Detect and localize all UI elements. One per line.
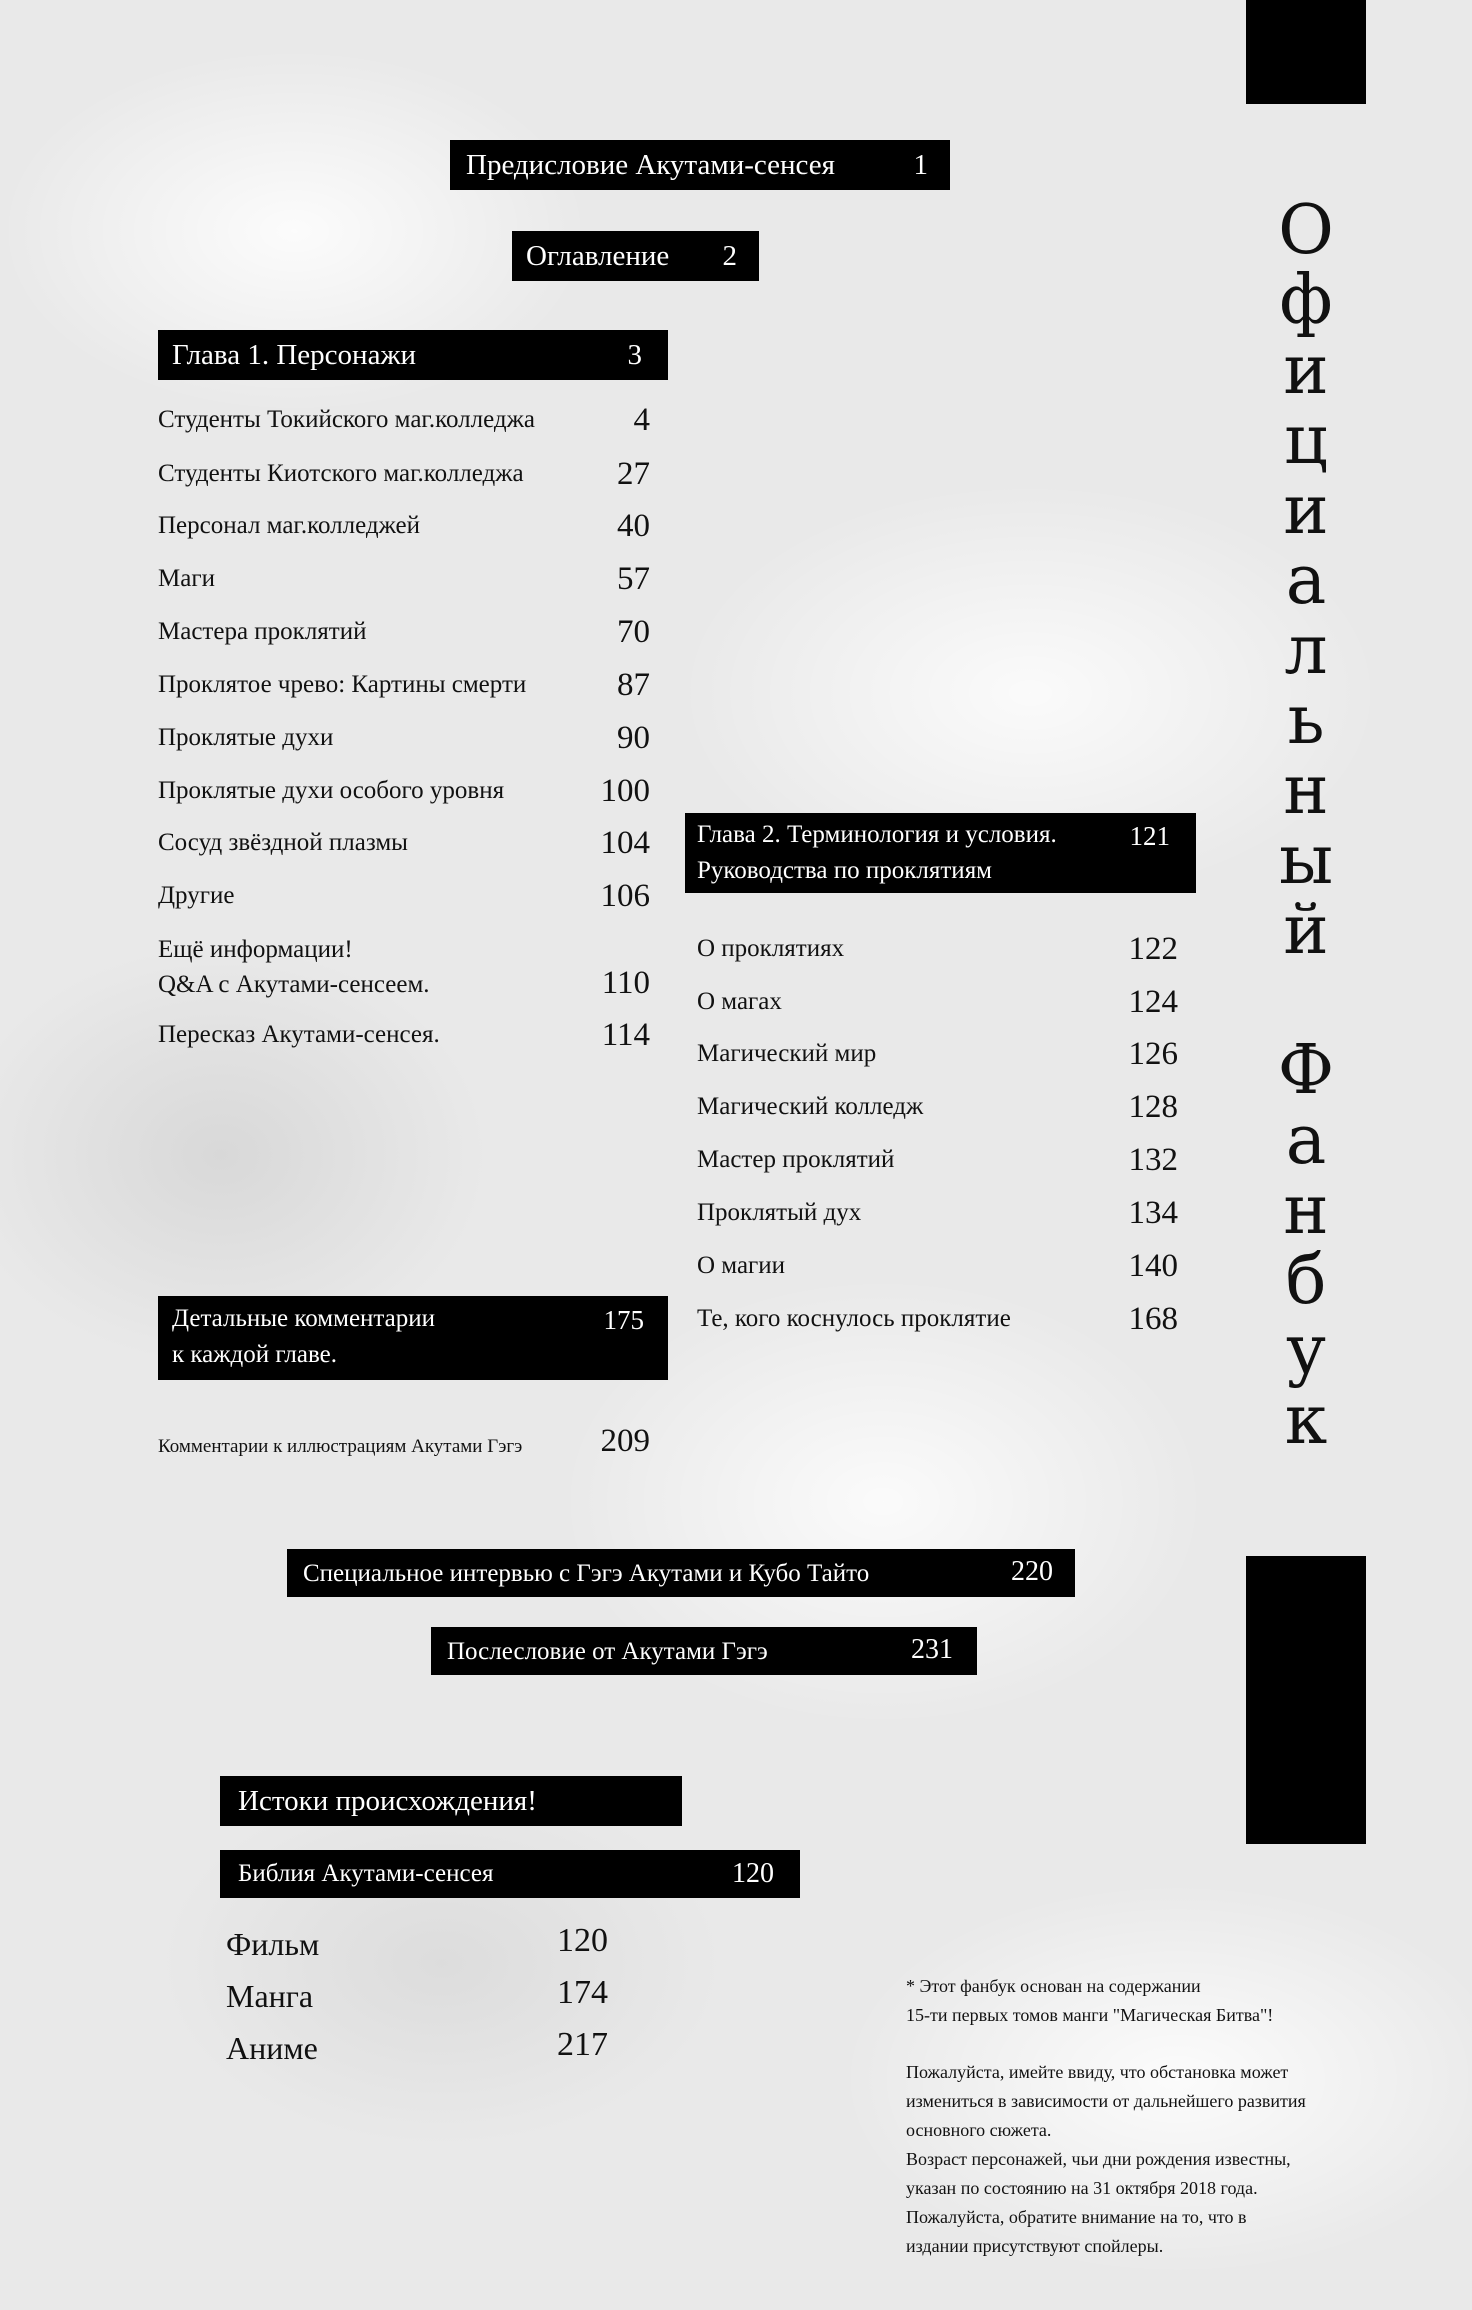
ch1-item[interactable]: Сосуд звёздной плазмы — [158, 829, 408, 856]
contents-label: Оглавление — [526, 240, 670, 272]
origins-item[interactable]: Аниме — [226, 2030, 318, 2066]
illustrations-entry[interactable]: Комментарии к иллюстрациям Акутами Гэгэ — [158, 1436, 523, 1457]
bible-label: Библия Акутами-сенсея — [238, 1860, 494, 1887]
foreword-entry[interactable] — [450, 140, 950, 190]
ch1-item-page: 4 — [633, 402, 650, 438]
commentary-label: Детальные комментарии — [172, 1305, 436, 1332]
ch1-item-page: 104 — [600, 825, 650, 861]
ch2-item[interactable]: О магах — [697, 988, 782, 1015]
ch1-item[interactable]: Ещё информации! — [158, 936, 353, 963]
contents-page: 2 — [722, 240, 737, 272]
chapter2-header[interactable] — [685, 813, 1196, 893]
ch1-item[interactable]: Студенты Киотского маг.колледжа — [158, 460, 524, 487]
note-source: * Этот фанбук основан на содержании 15-ти первых томов манги "Магическая Битва"! — [906, 1976, 1274, 2025]
chapter2-label: Глава 2. Терминология и условия. — [697, 821, 1057, 848]
ch1-item-line2: Q&A с Акутами-сенсеем. — [158, 971, 430, 998]
ch1-item[interactable]: Проклятые духи — [158, 724, 334, 751]
ch2-item[interactable]: Мастер проклятий — [697, 1146, 895, 1173]
ch1-item-page: 90 — [617, 720, 650, 756]
ch1-item[interactable]: Персонал маг.колледжей — [158, 512, 420, 539]
ch1-item-page: 100 — [600, 773, 650, 809]
ch1-item-page: 114 — [601, 1017, 650, 1053]
bottom-side-block — [1246, 1556, 1366, 1844]
afterword-entry[interactable] — [431, 1627, 977, 1675]
vertical-title: О ф и ц и а л ь н ы й Ф а н б у к — [1277, 191, 1335, 1460]
commentary-label-line2: к каждой главе. — [172, 1341, 337, 1368]
ch1-item-page: 110 — [601, 965, 650, 1001]
ch1-item-page: 87 — [617, 667, 650, 703]
ch2-item-page: 128 — [1128, 1089, 1178, 1125]
ch2-item-page: 122 — [1128, 931, 1178, 967]
ch2-item[interactable]: Магический мир — [697, 1040, 877, 1067]
bible-entry[interactable] — [220, 1850, 800, 1898]
ch2-item[interactable]: Проклятый дух — [697, 1199, 862, 1226]
commentary-entry[interactable] — [158, 1296, 668, 1380]
bible-page: 120 — [732, 1858, 774, 1889]
ch1-item[interactable]: Студенты Токийского маг.колледжа — [158, 406, 535, 433]
ch2-item[interactable]: О магии — [697, 1252, 786, 1279]
ch1-item[interactable]: Маги — [158, 565, 215, 592]
ch1-item-page: 40 — [617, 508, 650, 544]
ch1-item[interactable]: Другие — [158, 882, 235, 909]
commentary-page: 175 — [603, 1305, 644, 1335]
afterword-label: Послесловие от Акутами Гэгэ — [447, 1638, 768, 1665]
ch1-item-page: 57 — [617, 561, 650, 597]
ch2-item[interactable]: Магический колледж — [697, 1093, 924, 1120]
chapter1-header[interactable] — [158, 330, 668, 380]
origins-header[interactable] — [220, 1776, 682, 1826]
interview-entry[interactable] — [287, 1549, 1075, 1597]
chapter2-label-line2: Руководства по проклятиям — [697, 857, 993, 884]
foreword-page: 1 — [913, 149, 928, 181]
ch2-item-page: 132 — [1128, 1142, 1178, 1178]
ch2-item[interactable]: Те, кого коснулось проклятие — [697, 1305, 1011, 1332]
afterword-page: 231 — [911, 1634, 953, 1665]
origins-label: Истоки происхождения! — [238, 1785, 537, 1817]
contents-entry[interactable] — [512, 231, 759, 281]
ch2-item-page: 126 — [1128, 1036, 1178, 1072]
ch2-item[interactable]: О проклятиях — [697, 935, 845, 962]
top-side-block — [1246, 0, 1366, 104]
illustrations-page: 209 — [600, 1423, 650, 1459]
ch1-item[interactable]: Мастера проклятий — [158, 618, 367, 645]
ch1-item[interactable]: Проклятые духи особого уровня — [158, 777, 505, 804]
ch2-item-page: 134 — [1128, 1195, 1178, 1231]
chapter2-page: 121 — [1129, 821, 1170, 851]
foreword-label: Предисловие Акутами-сенсея — [466, 149, 835, 181]
ch1-item-page: 106 — [600, 878, 650, 914]
origins-item-page: 120 — [557, 1922, 608, 1959]
note-disclaimer: Пожалуйста, имейте ввиду, что обстановка может измениться в зависимости от дальнейшего развития основного сюжета. Возраст персонажей, чьи дни рождения известны, указан по состоянию на 31 октября 2018 года. Пожалуйста, обратите внимание на то, что в издании присутствуют спойлеры. — [906, 2062, 1306, 2256]
origins-item[interactable]: Фильм — [226, 1926, 320, 1962]
ch2-item-page: 124 — [1128, 984, 1178, 1020]
interview-page: 220 — [1011, 1556, 1053, 1587]
ch1-item-page: 27 — [617, 456, 650, 492]
chapter1-label: Глава 1. Персонажи — [172, 339, 416, 371]
chapter1-page: 3 — [627, 339, 642, 371]
origins-item-page: 174 — [557, 1974, 608, 2011]
ch2-item-page: 140 — [1128, 1248, 1178, 1284]
ch1-item[interactable]: Пересказ Акутами-сенсея. — [158, 1021, 440, 1048]
ch1-item-page: 70 — [617, 614, 650, 650]
ch1-item[interactable]: Проклятое чрево: Картины смерти — [158, 671, 527, 698]
interview-label: Специальное интервью с Гэгэ Акутами и Кубо Тайто — [303, 1560, 870, 1587]
origins-item[interactable]: Манга — [226, 1978, 314, 2014]
origins-item-page: 217 — [557, 2026, 608, 2063]
ch2-item-page: 168 — [1128, 1301, 1178, 1337]
